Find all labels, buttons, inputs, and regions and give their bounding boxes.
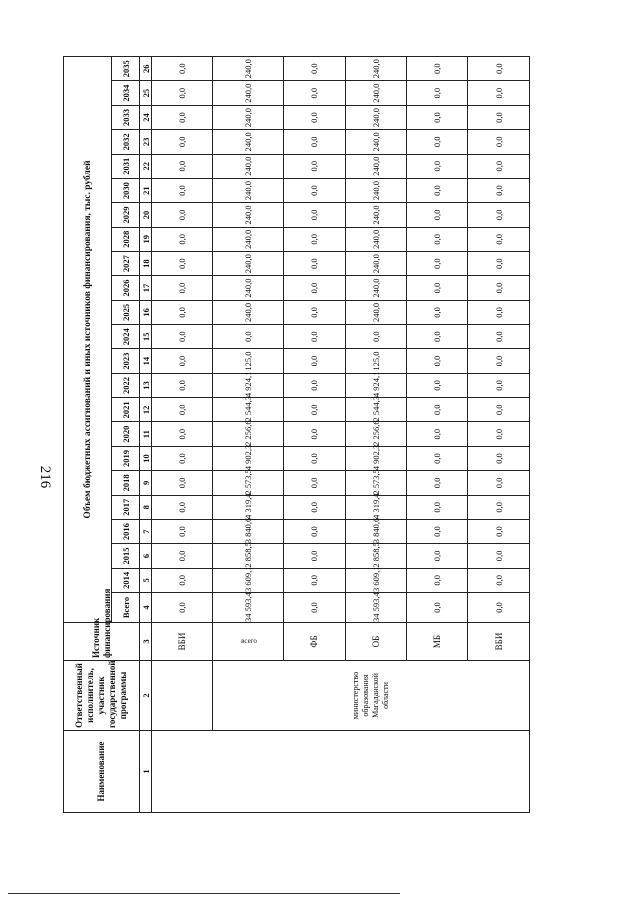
value-cell: 3 609,1 xyxy=(213,568,284,592)
column-number: 20 xyxy=(140,203,152,227)
rotated-table-container xyxy=(63,59,530,813)
value-cell: 0,0 xyxy=(284,276,345,300)
column-number: 1 xyxy=(140,731,152,813)
value-cell: 0,0 xyxy=(468,178,530,202)
value-cell: 0,0 xyxy=(213,325,284,349)
value-cell: 0,0 xyxy=(407,544,468,568)
column-number: 13 xyxy=(140,373,152,397)
column-number: 21 xyxy=(140,178,152,202)
value-cell: 0,0 xyxy=(152,276,213,300)
financing-table xyxy=(63,56,530,813)
column-number: 4 xyxy=(140,593,152,623)
value-cell: 240,0 xyxy=(213,300,284,324)
column-number: 5 xyxy=(140,568,152,592)
value-cell: 0,0 xyxy=(407,422,468,446)
value-cell: 0,0 xyxy=(284,398,345,422)
value-cell: 0,0 xyxy=(468,203,530,227)
value-cell: 0,0 xyxy=(152,519,213,543)
value-cell: 240,0 xyxy=(345,56,406,80)
value-cell: 0,0 xyxy=(407,325,468,349)
header-row-main xyxy=(64,56,112,812)
value-cell: 0,0 xyxy=(468,349,530,373)
value-cell: 240,0 xyxy=(345,203,406,227)
header-year: 2032 xyxy=(112,130,140,154)
value-cell: 0,0 xyxy=(468,227,530,251)
value-cell: 0,0 xyxy=(407,568,468,592)
header-year: 2027 xyxy=(112,251,140,275)
column-number: 17 xyxy=(140,276,152,300)
header-total: Всего xyxy=(112,593,140,623)
value-cell: 0,0 xyxy=(152,105,213,129)
source-cell: ВБИ xyxy=(152,623,213,661)
value-cell: 0,0 xyxy=(152,130,213,154)
header-year: 2026 xyxy=(112,276,140,300)
value-cell: 0,0 xyxy=(468,398,530,422)
value-cell: 0,0 xyxy=(468,544,530,568)
value-cell: 0,0 xyxy=(152,544,213,568)
table-row xyxy=(152,56,213,812)
value-cell: 0,0 xyxy=(407,203,468,227)
value-cell: 0,0 xyxy=(468,105,530,129)
header-year: 2017 xyxy=(112,495,140,519)
value-cell: 0,0 xyxy=(284,227,345,251)
column-number: 26 xyxy=(140,56,152,80)
header-year: 2033 xyxy=(112,105,140,129)
value-cell: 125,0 xyxy=(345,349,406,373)
value-cell: 240,0 xyxy=(213,81,284,105)
value-cell: 0,0 xyxy=(468,154,530,178)
column-number: 3 xyxy=(140,623,152,661)
value-cell: 0,0 xyxy=(152,251,213,275)
header-year: 2029 xyxy=(112,203,140,227)
value-cell: 0,0 xyxy=(152,398,213,422)
value-cell: 0,0 xyxy=(284,178,345,202)
value-cell: 0,0 xyxy=(407,227,468,251)
value-cell: 240,0 xyxy=(345,300,406,324)
value-cell: 0,0 xyxy=(152,325,213,349)
value-cell: 0,0 xyxy=(152,81,213,105)
value-cell: 0,0 xyxy=(407,398,468,422)
header-year: 2034 xyxy=(112,81,140,105)
value-cell: 0,0 xyxy=(284,105,345,129)
column-number: 23 xyxy=(140,130,152,154)
source-cell: ВБИ xyxy=(468,623,530,661)
value-cell: 4 319,4 xyxy=(213,495,284,519)
value-cell: 240,0 xyxy=(213,203,284,227)
column-number: 6 xyxy=(140,544,152,568)
header-year: 2025 xyxy=(112,300,140,324)
value-cell: 0,0 xyxy=(468,81,530,105)
value-cell: 0,0 xyxy=(468,325,530,349)
value-cell: 0,0 xyxy=(284,56,345,80)
value-cell: 0,0 xyxy=(152,56,213,80)
value-cell: 0,0 xyxy=(407,495,468,519)
header-year: 2020 xyxy=(112,422,140,446)
value-cell: 240,0 xyxy=(345,276,406,300)
source-cell: ФБ xyxy=(284,623,345,661)
value-cell: 0,0 xyxy=(468,495,530,519)
value-cell: 0,0 xyxy=(468,276,530,300)
header-year: 2024 xyxy=(112,325,140,349)
value-cell: 0,0 xyxy=(468,300,530,324)
value-cell: 0,0 xyxy=(284,544,345,568)
value-cell: 0,0 xyxy=(407,471,468,495)
header-year: 2031 xyxy=(112,154,140,178)
value-cell: 0,0 xyxy=(152,178,213,202)
column-number: 2 xyxy=(140,661,152,731)
value-cell: 0,0 xyxy=(284,130,345,154)
column-number: 16 xyxy=(140,300,152,324)
value-cell: 0,0 xyxy=(468,519,530,543)
header-volume: Объем бюджетных ассигнований и иных источников финансирования, тыс. рублей xyxy=(64,56,112,622)
value-cell: 3 840,6 xyxy=(213,519,284,543)
value-cell: 2 544,3 xyxy=(213,398,284,422)
value-cell: 0,0 xyxy=(407,56,468,80)
value-cell: 0,0 xyxy=(468,251,530,275)
column-number: 14 xyxy=(140,349,152,373)
value-cell: 4 924,1 xyxy=(213,373,284,397)
value-cell: 0,0 xyxy=(152,154,213,178)
value-cell: 0,0 xyxy=(407,154,468,178)
column-number: 9 xyxy=(140,471,152,495)
value-cell: 0,0 xyxy=(284,495,345,519)
value-cell: 240,0 xyxy=(345,105,406,129)
value-cell: 0,0 xyxy=(407,373,468,397)
value-cell: 2 544,3 xyxy=(345,398,406,422)
table-body xyxy=(152,56,530,812)
value-cell: 0,0 xyxy=(152,495,213,519)
value-cell: 4 319,4 xyxy=(345,495,406,519)
value-cell: 0,0 xyxy=(152,203,213,227)
value-cell: 0,0 xyxy=(152,568,213,592)
header-year: 2035 xyxy=(112,56,140,80)
column-numbers-row xyxy=(140,56,152,812)
column-number: 12 xyxy=(140,398,152,422)
footer-divider xyxy=(8,893,400,894)
value-cell: 0,0 xyxy=(407,349,468,373)
value-cell: 3 609,1 xyxy=(345,568,406,592)
value-cell: 0,0 xyxy=(407,519,468,543)
header-year: 2015 xyxy=(112,544,140,568)
name-cell xyxy=(152,731,530,813)
header-year: 2021 xyxy=(112,398,140,422)
source-label: всего xyxy=(241,637,258,646)
value-cell: 2 858,5 xyxy=(345,544,406,568)
value-cell: 0,0 xyxy=(407,81,468,105)
value-cell: 240,0 xyxy=(345,227,406,251)
value-cell: 0,0 xyxy=(468,568,530,592)
source-cell xyxy=(213,623,284,661)
value-cell: 240,0 xyxy=(345,178,406,202)
value-cell: 0,0 xyxy=(284,446,345,470)
value-cell: 0,0 xyxy=(407,276,468,300)
column-number: 24 xyxy=(140,105,152,129)
value-cell: 0,0 xyxy=(284,300,345,324)
value-cell: 0,0 xyxy=(407,105,468,129)
value-cell: 240,0 xyxy=(345,251,406,275)
value-cell: 240,0 xyxy=(345,130,406,154)
value-cell: 0,0 xyxy=(284,349,345,373)
executor-cell-empty xyxy=(152,661,213,731)
value-cell: 0,0 xyxy=(468,446,530,470)
source-cell: ОБ xyxy=(345,623,406,661)
total-cell: 0,0 xyxy=(468,593,530,623)
value-cell: 4 924,1 xyxy=(345,373,406,397)
value-cell: 2 858,5 xyxy=(213,544,284,568)
value-cell: 240,0 xyxy=(213,56,284,80)
value-cell: 0,0 xyxy=(284,373,345,397)
column-number: 22 xyxy=(140,154,152,178)
column-number: 7 xyxy=(140,519,152,543)
value-cell: 2 573,5 xyxy=(345,471,406,495)
value-cell: 0,0 xyxy=(345,325,406,349)
total-cell: 34 593,4 xyxy=(345,593,406,623)
header-year: 2018 xyxy=(112,471,140,495)
header-year: 2028 xyxy=(112,227,140,251)
header-year: 2016 xyxy=(112,519,140,543)
value-cell: 0,0 xyxy=(284,81,345,105)
value-cell: 0,0 xyxy=(284,325,345,349)
value-cell: 240,0 xyxy=(213,130,284,154)
value-cell: 0,0 xyxy=(407,130,468,154)
header-year: 2023 xyxy=(112,349,140,373)
header-executor: Ответственный исполнитель, участник государственной программы xyxy=(64,661,140,731)
value-cell: 240,0 xyxy=(213,178,284,202)
value-cell: 0,0 xyxy=(407,178,468,202)
value-cell: 0,0 xyxy=(468,56,530,80)
page-number: 216 xyxy=(37,465,53,489)
value-cell: 2 256,6 xyxy=(213,422,284,446)
value-cell: 0,0 xyxy=(284,568,345,592)
column-number: 19 xyxy=(140,227,152,251)
value-cell: 0,0 xyxy=(284,154,345,178)
total-cell: 0,0 xyxy=(284,593,345,623)
value-cell: 240,0 xyxy=(213,227,284,251)
value-cell: 0,0 xyxy=(152,471,213,495)
value-cell: 0,0 xyxy=(284,251,345,275)
value-cell: 0,0 xyxy=(152,422,213,446)
value-cell: 240,0 xyxy=(345,154,406,178)
value-cell: 2 256,6 xyxy=(345,422,406,446)
value-cell: 240,0 xyxy=(213,154,284,178)
header-source: Источник финансирования xyxy=(64,623,140,661)
value-cell: 240,0 xyxy=(213,276,284,300)
value-cell: 4 902,3 xyxy=(213,446,284,470)
value-cell: 0,0 xyxy=(407,446,468,470)
value-cell: 0,0 xyxy=(284,203,345,227)
value-cell: 0,0 xyxy=(152,373,213,397)
header-name: Наименование xyxy=(64,731,140,813)
header-year: 2030 xyxy=(112,178,140,202)
value-cell: 0,0 xyxy=(468,373,530,397)
value-cell: 0,0 xyxy=(284,519,345,543)
value-cell: 0,0 xyxy=(152,349,213,373)
total-cell: 34 593,4 xyxy=(213,593,284,623)
column-number: 11 xyxy=(140,422,152,446)
value-cell: 0,0 xyxy=(407,251,468,275)
value-cell: 2 573,5 xyxy=(213,471,284,495)
value-cell: 0,0 xyxy=(152,300,213,324)
header-year: 2019 xyxy=(112,446,140,470)
value-cell: 0,0 xyxy=(468,130,530,154)
value-cell: 0,0 xyxy=(468,422,530,446)
header-year: 2022 xyxy=(112,373,140,397)
total-cell: 0,0 xyxy=(407,593,468,623)
value-cell: 0,0 xyxy=(152,446,213,470)
value-cell: 0,0 xyxy=(468,471,530,495)
table-row xyxy=(213,56,284,812)
value-cell: 0,0 xyxy=(284,422,345,446)
column-number: 25 xyxy=(140,81,152,105)
value-cell: 0,0 xyxy=(284,471,345,495)
value-cell: 240,0 xyxy=(213,251,284,275)
column-number: 15 xyxy=(140,325,152,349)
total-cell: 0,0 xyxy=(152,593,213,623)
value-cell: 0,0 xyxy=(407,300,468,324)
column-number: 8 xyxy=(140,495,152,519)
value-cell: 240,0 xyxy=(213,105,284,129)
source-cell: МБ xyxy=(407,623,468,661)
value-cell: 4 902,3 xyxy=(345,446,406,470)
header-year: 2014 xyxy=(112,568,140,592)
value-cell: 3 840,6 xyxy=(345,519,406,543)
value-cell: 125,0 xyxy=(213,349,284,373)
column-number: 10 xyxy=(140,446,152,470)
value-cell: 0,0 xyxy=(152,227,213,251)
value-cell: 240,0 xyxy=(345,81,406,105)
executor-cell: министерство образования Магаданской области xyxy=(213,661,530,731)
column-number: 18 xyxy=(140,251,152,275)
